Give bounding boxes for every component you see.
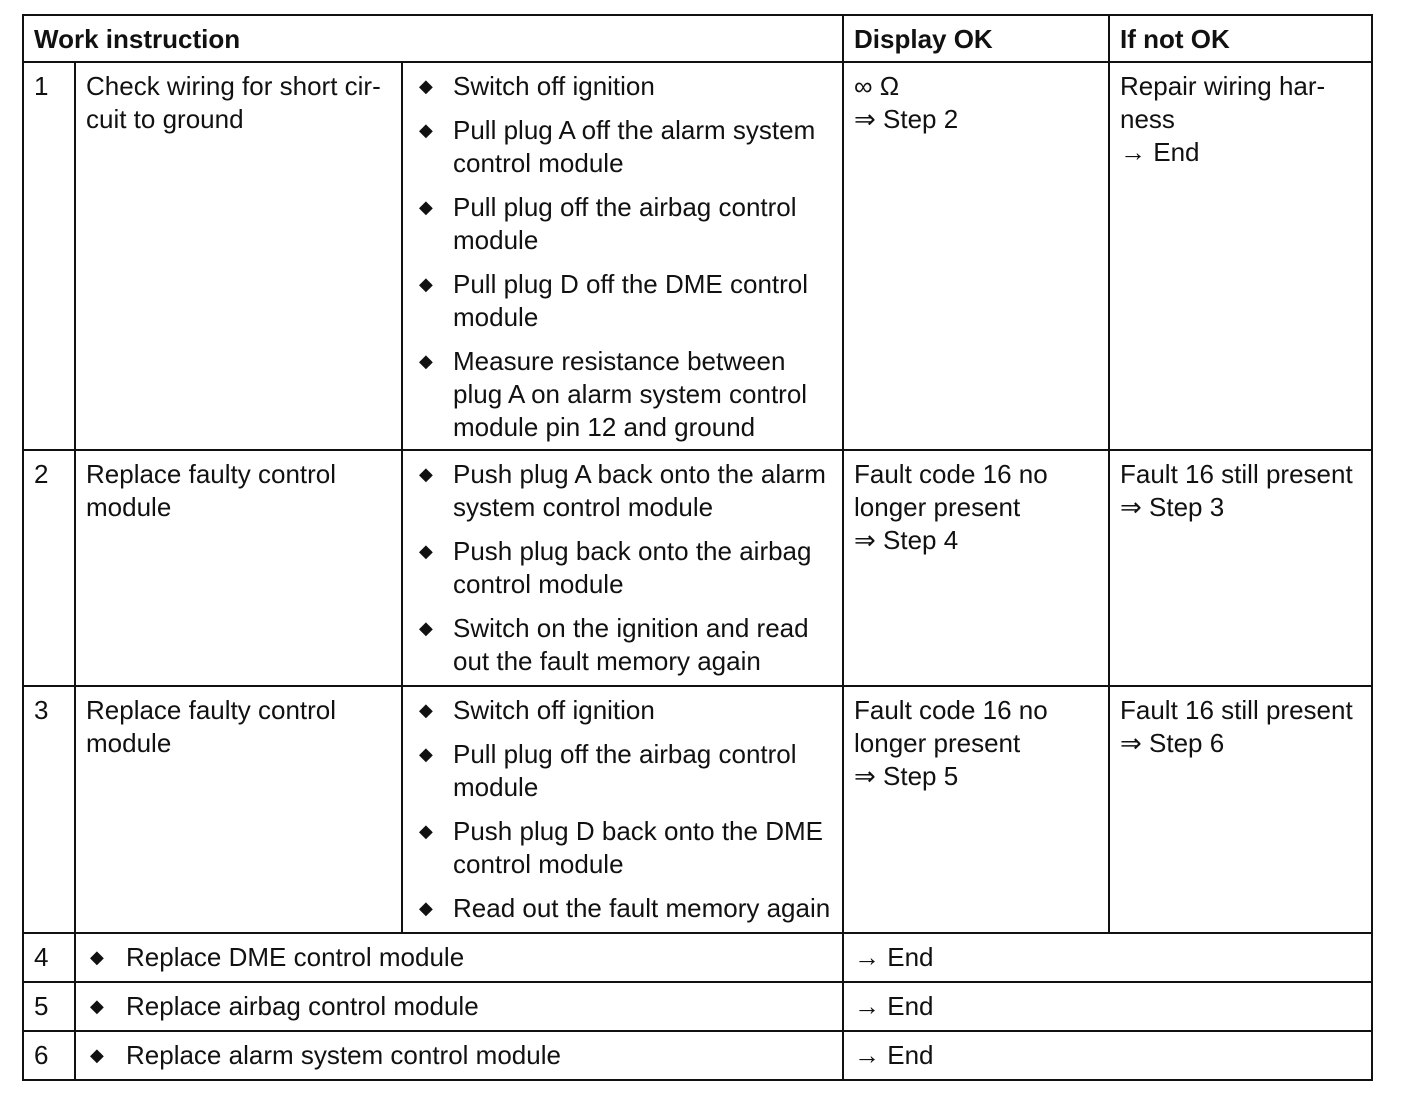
diamond-bullet-icon: ◆ [419, 541, 433, 561]
diamond-bullet-icon: ◆ [419, 76, 433, 96]
action-text: Read out the fault memory again [453, 893, 831, 923]
step-actions [402, 686, 843, 933]
action-item [413, 694, 832, 727]
diamond-bullet-icon: ◆ [419, 464, 433, 484]
step-title-line: Replace faulty control [86, 695, 337, 725]
action-item [413, 114, 832, 180]
final-step-result: → End [843, 1031, 1372, 1080]
diamond-bullet-icon: ◆ [419, 821, 433, 841]
if-not-ok-line: ⇒ Step 3 [1120, 492, 1225, 522]
if-not-ok-line: ⇒ Step 6 [1120, 728, 1225, 758]
final-step-result: → End [843, 982, 1372, 1031]
step-row [23, 62, 1372, 450]
diamond-bullet-icon: ◆ [419, 274, 433, 294]
final-step-row [23, 982, 1372, 1031]
header-work-instruction: Work instruction [23, 15, 843, 62]
display-ok-line: ⇒ Step 5 [854, 761, 959, 791]
step-title [75, 686, 402, 933]
step-actions [402, 450, 843, 686]
if-not-ok-line: Fault 16 still present [1120, 695, 1353, 725]
display-ok-line: ⇒ Step 2 [854, 104, 959, 134]
action-text: module [453, 225, 539, 255]
final-step-text: Replace airbag control module [126, 991, 479, 1021]
action-item [413, 535, 832, 601]
diamond-bullet-icon: ◆ [419, 618, 433, 638]
diamond-bullet-icon: ◆ [419, 197, 433, 217]
display-ok-cell [843, 62, 1109, 450]
action-text: Push plug A back onto the alarm [453, 459, 826, 489]
diamond-bullet-icon: ◆ [90, 947, 104, 967]
diamond-bullet-icon: ◆ [419, 120, 433, 140]
diamond-bullet-icon: ◆ [419, 898, 433, 918]
action-item [413, 70, 832, 103]
step-number: 2 [23, 450, 75, 686]
step-number: 6 [23, 1031, 75, 1080]
step-number: 3 [23, 686, 75, 933]
step-title-line: module [86, 492, 172, 522]
step-title-line: Check wiring for short cir- [86, 71, 381, 101]
display-ok-cell [843, 450, 1109, 686]
if-not-ok-line: Repair wiring har- [1120, 71, 1326, 101]
header-if-not-ok: If not OK [1109, 15, 1372, 62]
diamond-bullet-icon: ◆ [90, 996, 104, 1016]
action-text: module pin 12 and ground [453, 412, 756, 442]
action-text: Pull plug off the airbag control [453, 739, 797, 769]
display-ok-line: Fault code 16 no [854, 459, 1048, 489]
action-text: module [453, 772, 539, 802]
action-text: module [453, 302, 539, 332]
diamond-bullet-icon: ◆ [90, 1045, 104, 1065]
display-ok-cell [843, 686, 1109, 933]
step-title [75, 62, 402, 450]
action-text: control module [453, 569, 624, 599]
action-text: system control module [453, 492, 714, 522]
step-title-line: cuit to ground [86, 104, 244, 134]
display-ok-line: ∞ Ω [854, 71, 900, 101]
action-text: Switch off ignition [453, 695, 655, 725]
step-title-line: Replace faulty control [86, 459, 337, 489]
action-item [413, 345, 832, 444]
action-item [413, 892, 832, 925]
if-not-ok-line: → End [1120, 137, 1200, 167]
action-item [413, 815, 832, 881]
final-step-result: → End [843, 933, 1372, 982]
action-text: Push plug D back onto the DME [453, 816, 823, 846]
final-step-instruction [75, 982, 843, 1031]
action-text: out the fault memory again [453, 646, 761, 676]
step-title-line: module [86, 728, 172, 758]
final-step-instruction [75, 1031, 843, 1080]
action-text: plug A on alarm system control [453, 379, 808, 409]
action-text: control module [453, 148, 624, 178]
action-text: Pull plug A off the alarm system [453, 115, 816, 145]
action-text: control module [453, 849, 624, 879]
step-title [75, 450, 402, 686]
step-actions [402, 62, 843, 450]
header-display-ok: Display OK [843, 15, 1109, 62]
step-number: 1 [23, 62, 75, 450]
display-ok-line: longer present [854, 492, 1021, 522]
step-number: 4 [23, 933, 75, 982]
action-text: Switch off ignition [453, 71, 655, 101]
if-not-ok-cell [1109, 62, 1372, 450]
diamond-bullet-icon: ◆ [419, 700, 433, 720]
action-text: Measure resistance between [453, 346, 786, 376]
header-row [23, 15, 1372, 62]
final-step-text: Replace alarm system control module [126, 1040, 561, 1070]
final-step-text: Replace DME control module [126, 942, 465, 972]
diamond-bullet-icon: ◆ [419, 351, 433, 371]
final-step-row [23, 933, 1372, 982]
display-ok-line: Fault code 16 no [854, 695, 1048, 725]
action-text: Push plug back onto the airbag [453, 536, 812, 566]
if-not-ok-line: Fault 16 still present [1120, 459, 1353, 489]
action-text: Switch on the ignition and read [453, 613, 809, 643]
display-ok-line: ⇒ Step 4 [854, 525, 959, 555]
if-not-ok-cell [1109, 686, 1372, 933]
display-ok-line: longer present [854, 728, 1021, 758]
action-item [413, 268, 832, 334]
diamond-bullet-icon: ◆ [419, 744, 433, 764]
action-item [413, 738, 832, 804]
step-number: 5 [23, 982, 75, 1031]
action-item [413, 191, 832, 257]
final-step-instruction [75, 933, 843, 982]
action-item [413, 458, 832, 524]
final-step-row [23, 1031, 1372, 1080]
if-not-ok-cell [1109, 450, 1372, 686]
if-not-ok-line: ness [1120, 104, 1175, 134]
action-item [413, 612, 832, 678]
action-text: Pull plug D off the DME control [453, 269, 809, 299]
step-row [23, 450, 1372, 686]
action-text: Pull plug off the airbag control [453, 192, 797, 222]
step-row [23, 686, 1372, 933]
work-instruction-table [22, 14, 1373, 1081]
